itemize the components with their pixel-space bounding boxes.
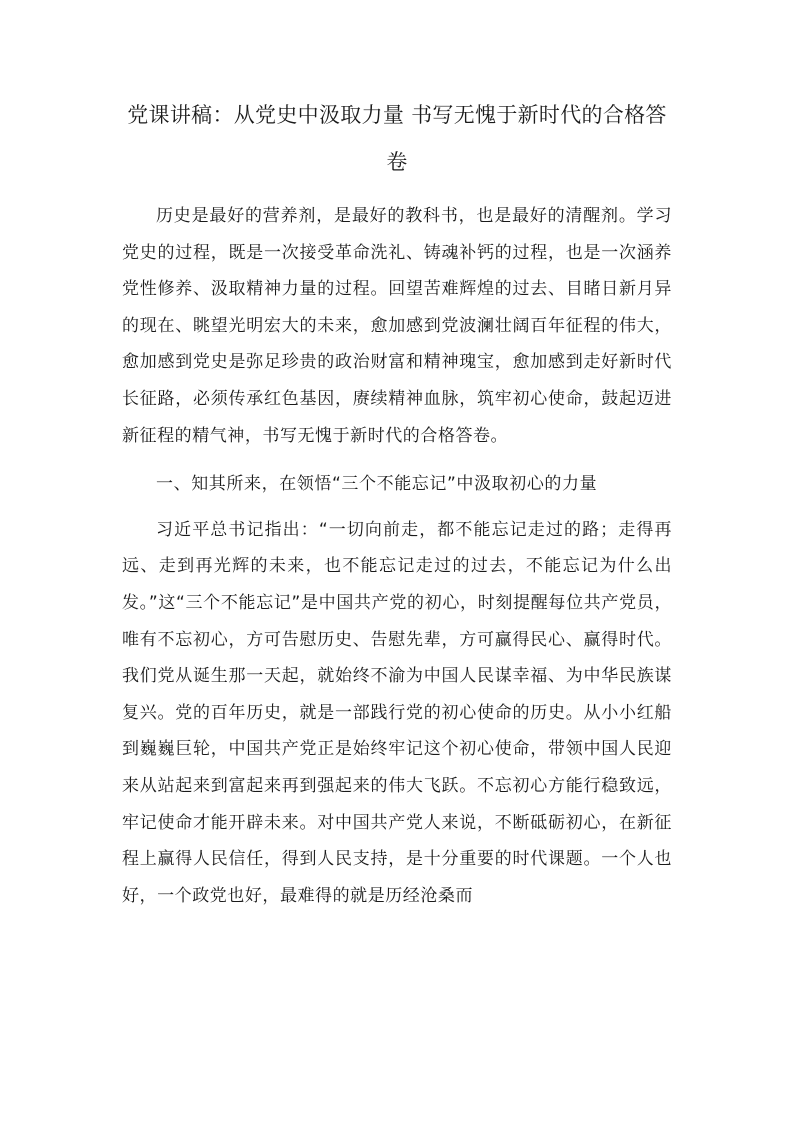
section-body-paragraph: 习近平总书记指出：“一切向前走，都不能忘记走过的路；走得再远、走到再光辉的未来，也不能忘记走过的过去，不能忘记为什么出发。”这“三个不能忘记”是中国共产党的初心，时刻提醒每位共产党员，唯有不忘初心，方可告慰历史、告慰先辈，方可赢得民心、赢得时代。我们党从诞生那一天起，就始终不渝为中国人民谋幸福、为中华民族谋复兴。党的百年历史，就是一部践行党的初心使命的历史。从小小红船到巍巍巨轮，中国共产党正是始终牢记这个初心使命，带领中国人民迎来从站起来到富起来再到强起来的伟大飞跃。不忘初心方能行稳致远，牢记使命才能开辟未来。对中国共产党人来说，不断砥砺初心，在新征程上赢得人民信任，得到人民支持，是十分重要的时代课题。一个人也好，一个政党也好，最难得的就是历经沧桑而 xyxy=(122,519,672,906)
document-title: 党课讲稿：从党史中汲取力量 书写无愧于新时代的合格答卷 xyxy=(127,103,667,174)
section-heading: 一、知其所来，在领悟“三个不能忘记”中汲取初心的力量 xyxy=(156,474,598,495)
document-body xyxy=(122,92,672,914)
intro-paragraph: 历史是最好的营养剂，是最好的教科书，也是最好的清醒剂。学习党史的过程，既是一次接受革命洗礼、铸魂补钙的过程，也是一次涵养党性修养、汲取精神力量的过程。回望苦难辉煌的过去、目睹日新月异的现在、眺望光明宏大的未来，愈加感到党波澜壮阔百年征程的伟大，愈加感到党史是弥足珍贵的政治财富和精神瑰宝，愈加感到走好新时代长征路，必须传承红色基因，赓续精神血脉，筑牢初心使命，鼓起迈进新征程的精气神，书写无愧于新时代的合格答卷。 xyxy=(122,206,672,446)
